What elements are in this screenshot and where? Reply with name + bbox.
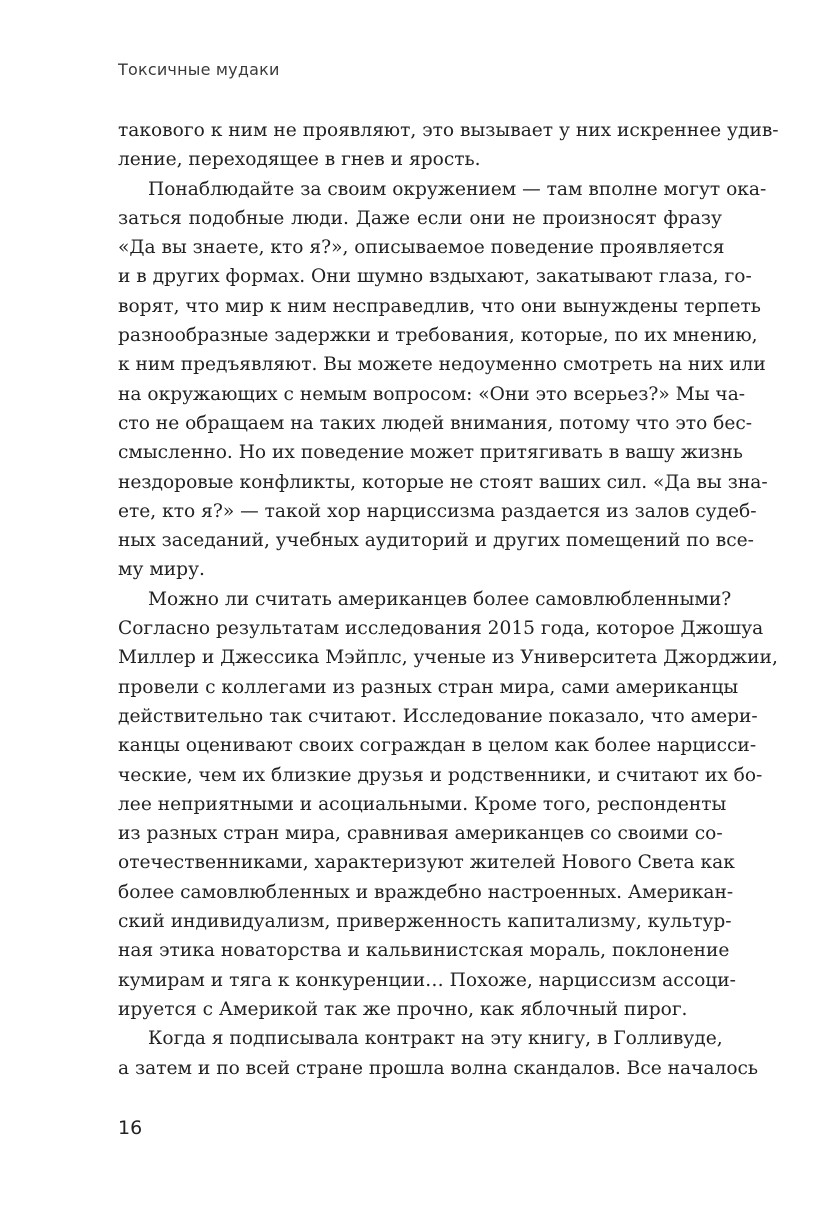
page-number: 16 xyxy=(118,1117,143,1139)
text-line: более самовлюбленных и враждебно настроенных. Американ- xyxy=(118,881,734,903)
paragraph xyxy=(118,116,779,175)
text-line: канцы оценивают своих сограждан в целом как более нарцисси- xyxy=(118,735,757,757)
text-line: ируется с Америкой так же прочно, как яблочный пирог. xyxy=(118,998,688,1020)
text-line: действительно так считают. Исследование показало, что амери- xyxy=(118,705,758,727)
text-line: такового к ним не проявляют, это вызывает у них искреннее удив- xyxy=(118,120,779,141)
text-line: Согласно результатам исследования 2015 года, которое Джошуа xyxy=(118,618,764,640)
text-line: «Да вы знаете, кто я?», описываемое поведение проявляется xyxy=(118,237,725,259)
text-line: ление, переходящее в гнев и ярость. xyxy=(118,149,481,171)
text-line: ете, кто я?» — такой хор нарциссизма раздается из залов судеб- xyxy=(118,500,757,522)
text-line: на окружающих с немым вопросом: «Они это всерьез?» Мы ча- xyxy=(118,383,746,405)
text-line: разнообразные задержки и требования, которые, по их мнению, xyxy=(118,325,758,347)
text-line: и в других формах. Они шумно вздыхают, закатывают глаза, го- xyxy=(118,266,752,288)
text-line: смысленно. Но их поведение может притягивать в вашу жизнь xyxy=(118,442,743,464)
text-line: провели с коллегами из разных стран мира, сами американцы xyxy=(118,676,739,698)
text-line: к ним предъявляют. Вы можете недоуменно смотреть на них или xyxy=(118,354,766,376)
text-line: Когда я подписывала контракт на эту книгу, в Голливуде, xyxy=(148,1028,723,1050)
text-line: из разных стран мира, сравнивая американцев со своими со- xyxy=(118,823,723,845)
text-line: ных заседаний, учебных аудиторий и других помещений по все- xyxy=(118,530,754,552)
text-line: ворят, что мир к ним несправедлив, что они вынуждены терпеть xyxy=(118,295,761,317)
text-line: лее неприятными и асоциальными. Кроме того, респонденты xyxy=(118,793,727,815)
text-line: му миру. xyxy=(118,559,205,581)
text-line: нездоровые конфликты, которые не стоят ваших сил. «Да вы зна- xyxy=(118,471,768,493)
paragraph xyxy=(118,175,768,585)
paragraph xyxy=(118,585,778,1024)
paragraph xyxy=(118,1024,759,1083)
text-line: а затем и по всей стране прошла волна скандалов. Все началось xyxy=(118,1057,759,1079)
running-header: Токсичные мудаки xyxy=(118,60,280,79)
text-line: сто не обращаем на таких людей внимания, потому что это бес- xyxy=(118,412,753,434)
text-line: кумирам и тяга к конкуренции… Похоже, нарциссизм ассоци- xyxy=(118,969,736,991)
text-line: Можно ли считать американцев более самовлюбленными? xyxy=(148,588,732,610)
body-text xyxy=(118,116,779,1083)
text-line: ский индивидуализм, приверженность капитализму, культур- xyxy=(118,911,732,933)
text-line: Миллер и Джессика Мэйплс, ученые из Университета Джорджии, xyxy=(118,647,778,669)
text-line: ная этика новаторства и кальвинистская мораль, поклонение xyxy=(118,940,730,962)
text-line: отечественниками, характеризуют жителей Нового Света как xyxy=(118,852,735,874)
text-line: ческие, чем их близкие друзья и родственники, и считают их бо- xyxy=(118,764,763,786)
text-line: заться подобные люди. Даже если они не произносят фразу xyxy=(118,207,722,229)
text-line: Понаблюдайте за своим окружением — там вполне могут ока- xyxy=(148,178,767,200)
